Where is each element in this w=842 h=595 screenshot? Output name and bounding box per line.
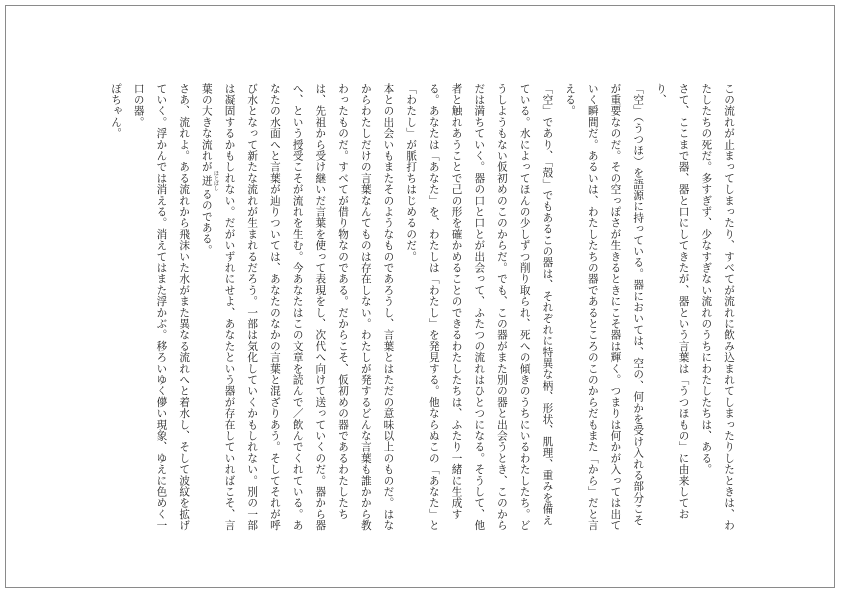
paragraph-5-text: 本との出会いもまたそのようなものであろうし、言葉とはただの意味以上のものだ。はなからわたしだけの言葉なんてものは存在しない。わたしが発するどんな言葉も誰かから教わったものだ。すべてが借り物なのである。だからこそ、仮初めの器であるわたしたちは、先祖から受け継いだ言葉を使って表現をし、次代へ向けて送っていくのだ。器から器へ、という授受こそが流れを生む。今あなたはこの文章を読んで／飲んでくれている。あなたの水面へと言葉が辿りついては、あなたのなかの言葉と混ざりあう。そしてそれが呼び水となって新たな流れが生まれるだろう。一部は気化していくかもしれない。別の一部は凝固するかもしれない。だがいずれにせよ、あなたという器が存在していればこそ、言葉の大きな流れが <box>200 83 395 531</box>
paragraph-5 <box>195 83 399 533</box>
vertical-text-body <box>110 83 740 533</box>
paragraph-3: 「空」（うつほ）を語源に持っている。器においては、空の、何かを受け入れる部分こそが重要なのだ。その空っぽさが生きるときにこそ器は輝く。つまりは何かが入っては出ていく瞬間だ。あるいは、わたしたちの器であるところのこのからだもまた「から」だと言える。 <box>564 83 645 531</box>
paragraph-2: さて、ここまで器、器と口にしてきたが、器という言葉は「うつほもの」に由来しており、 <box>654 83 690 520</box>
paragraph-5-tail: るのである。 <box>200 188 213 256</box>
ruby-base: 迸 <box>200 170 213 191</box>
paragraph-7: ぽちゃん。 <box>110 83 123 139</box>
ruby-term <box>200 170 219 191</box>
paragraph-4: 「空」であり、「殻」でもあるこの器は、それぞれに特異な柄、形状、肌理、重みを備えている。水によってほんの少しずつ削り取られ、死への傾きのうちにいるわたしたち。どうしようもない仮初めのこのからだ。でも、この器がまた別の器と出会うとき、このからだは満ちていく。器の口と口とが出会って、ふたつの流れはひとつになる。そうして、他者と触れあうことで己の形を確かめることのできるわたしたちは、ふたり一緒に生成する。あなたは「あなた」を、わたしは「わたし」を発見する。他ならぬこの「あなた」と「わたし」が脈打ちはじめるのだ。 <box>405 83 554 531</box>
paragraph-6: さあ、流れよ。ある流れから飛沫いた水がまた異なる流れへと着水し、そして波紋を拡げていく。浮かんでは消える。消えてはまた浮かぶ。移ろいゆく儚い現象、ゆえに色めく一口の器。 <box>132 83 191 531</box>
ruby-reading: ほとばし <box>212 170 219 191</box>
paragraph-1: この流れが止まってしまったり、すべてが流れに飲み込まれてしまったりしたときは、わたしたちの死だ。多すぎず、少なすぎない流れのうちにわたしたちは、ある。 <box>700 83 735 531</box>
